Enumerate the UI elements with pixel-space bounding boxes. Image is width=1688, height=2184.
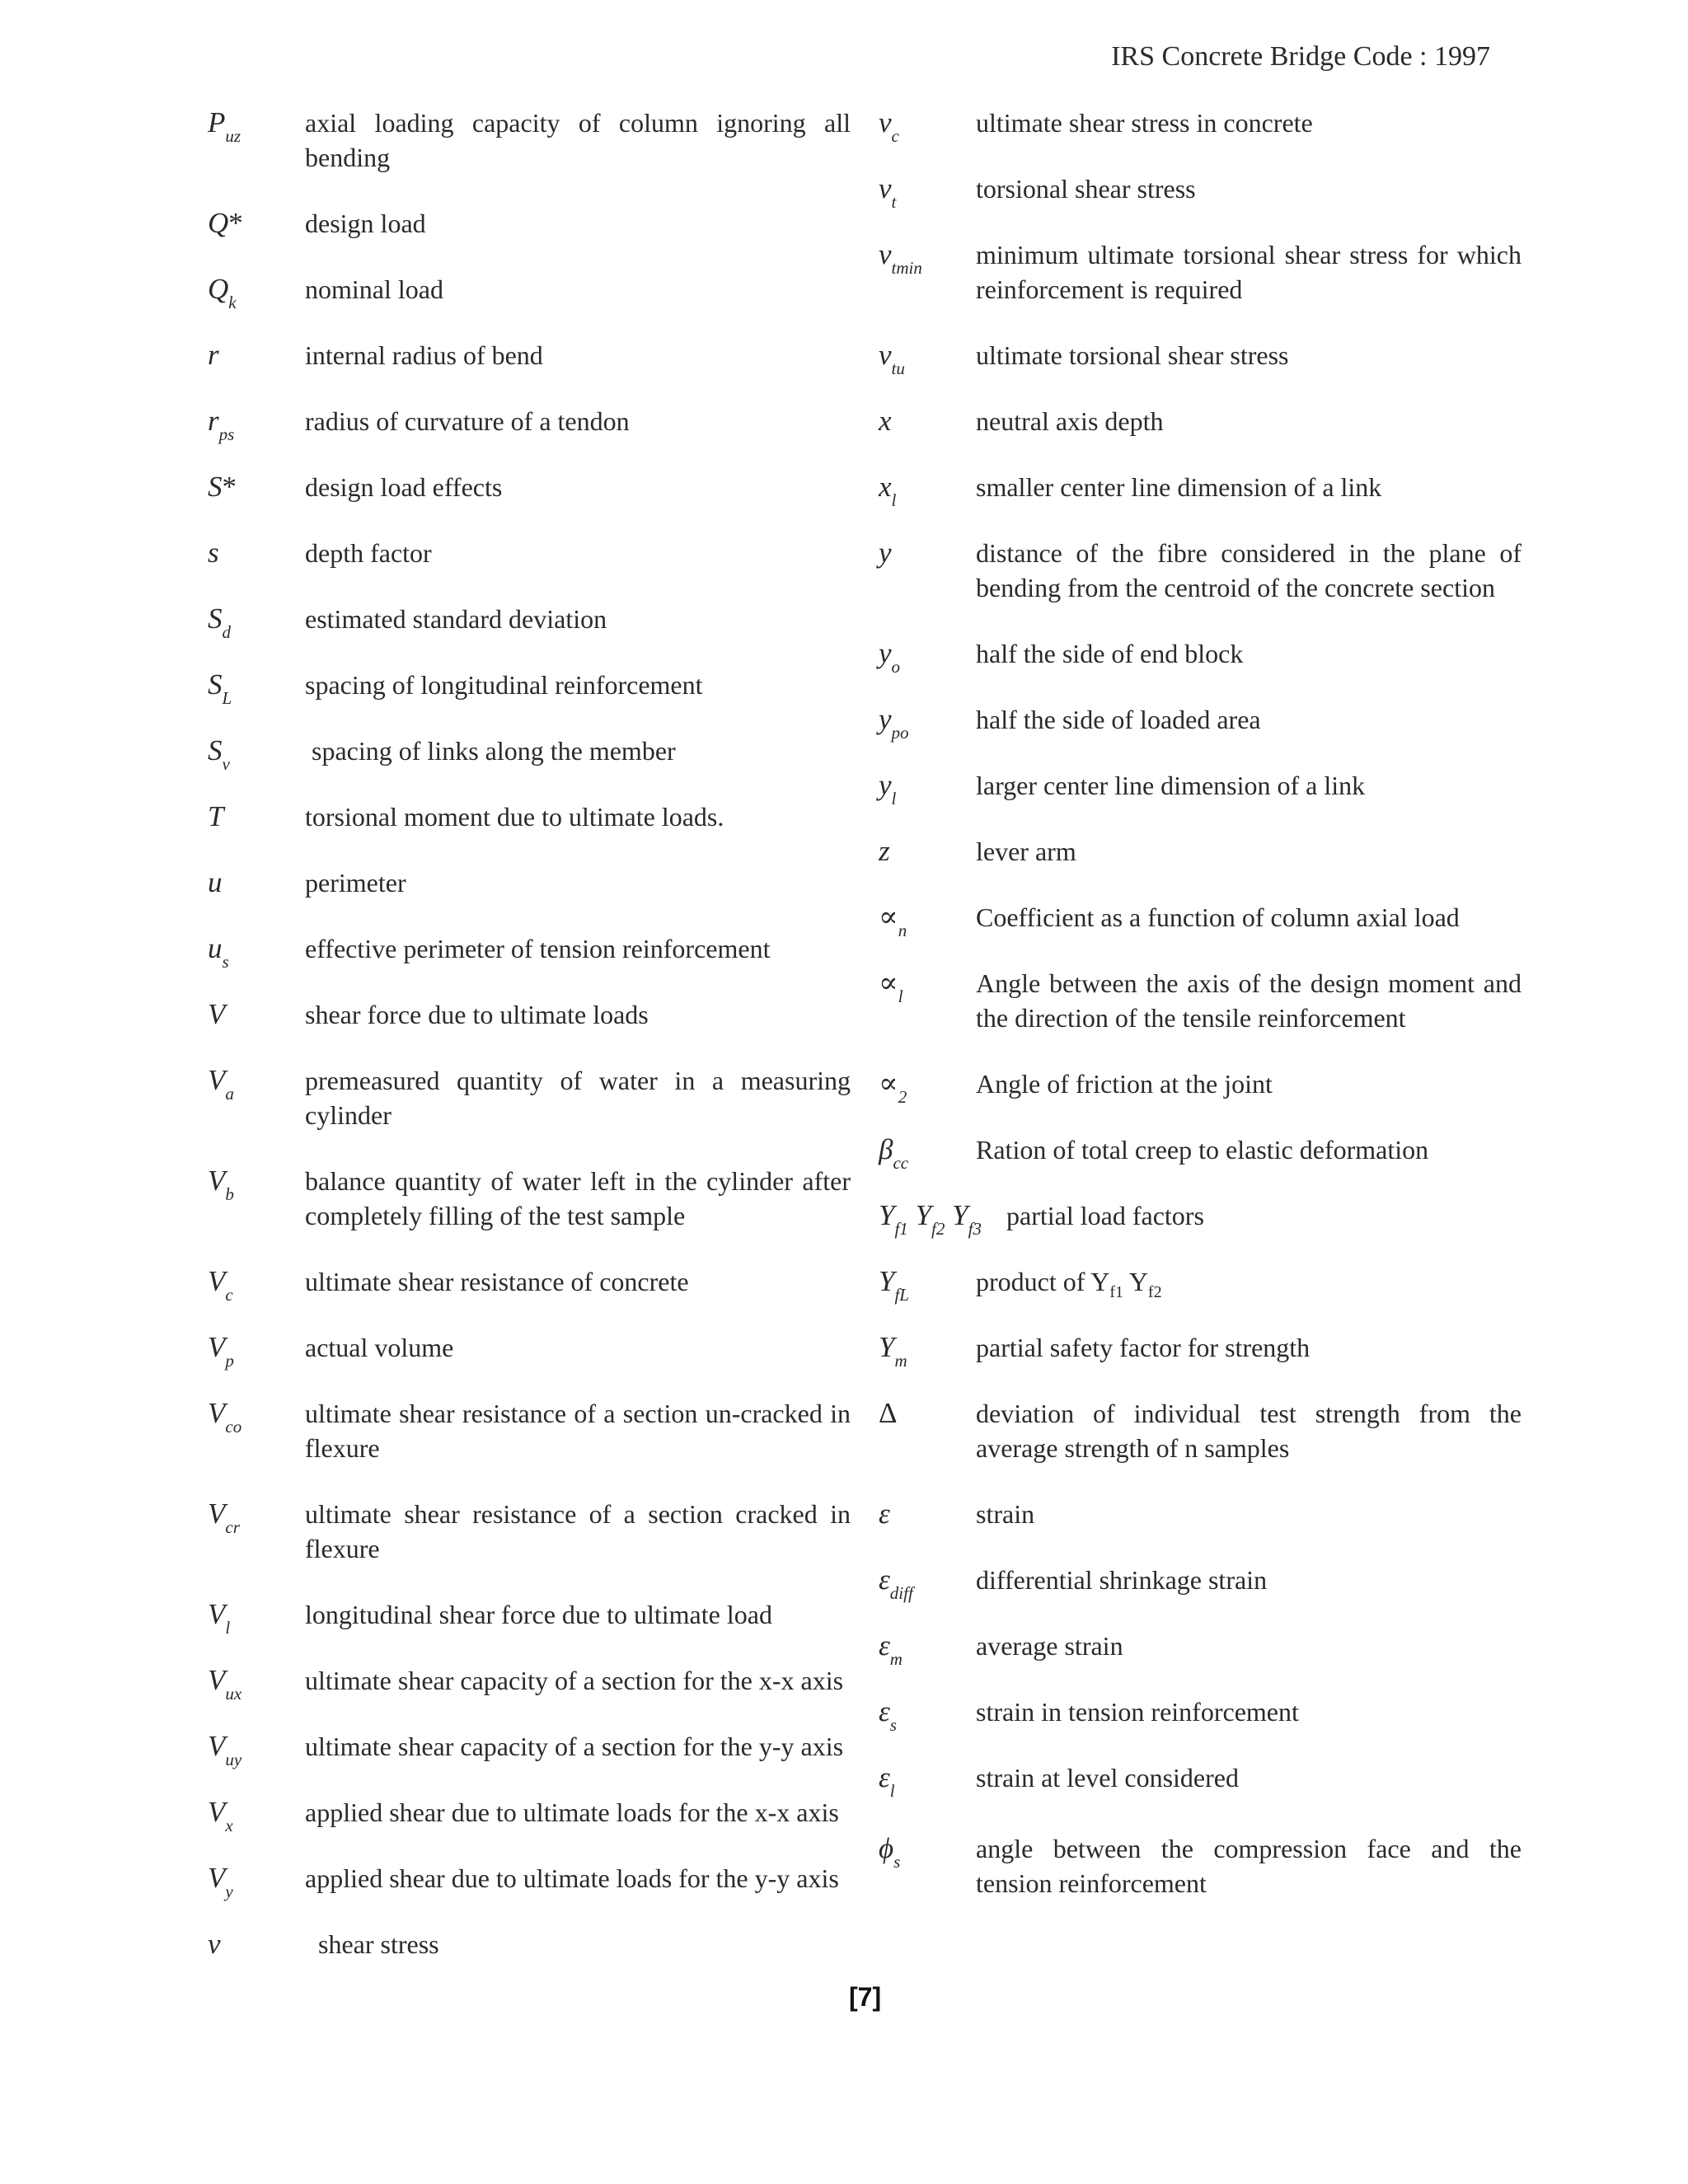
- symbol: $\propto_n$: [879, 901, 907, 940]
- symbol: $V_p$: [208, 1331, 234, 1371]
- symbol: T: [208, 800, 224, 832]
- list-item: [208, 1927, 851, 1961]
- list-item: [879, 1198, 1522, 1246]
- symbol: $\propto_2$: [879, 1067, 907, 1107]
- list-item: [208, 865, 851, 900]
- definition: ultimate shear stress in concrete: [976, 108, 1313, 138]
- definition: smaller center line dimension of a link: [976, 472, 1382, 502]
- list-item: [208, 1164, 851, 1233]
- symbol: $v_t$: [879, 172, 897, 212]
- definition: torsional moment due to ultimate loads.: [305, 802, 724, 832]
- definition: applied shear due to ultimate loads for the x-x axis: [305, 1797, 839, 1827]
- definition: effective perimeter of tension reinforcement: [305, 934, 771, 963]
- page-number: [7]: [849, 1982, 882, 2012]
- symbol: $v_{tu}$: [879, 339, 905, 378]
- list-item: [879, 105, 1522, 153]
- list-item: [208, 536, 851, 570]
- symbol: V: [208, 998, 226, 1030]
- definition: half the side of loaded area: [976, 705, 1261, 734]
- symbol: $v_c$: [879, 106, 899, 146]
- definition: ultimate shear capacity of a section for the y-y axis: [305, 1732, 844, 1761]
- list-item: [208, 1264, 851, 1312]
- symbol: z: [879, 835, 890, 867]
- definition: actual volume: [305, 1333, 454, 1362]
- list-item: [879, 768, 1522, 816]
- definition: torsional shear stress: [976, 174, 1196, 204]
- definition: product of $Y_{f1}$ $Y_{f2}$: [976, 1267, 1162, 1301]
- symbol: $\beta_{cc}$: [879, 1133, 909, 1173]
- definition: Angle between the axis of the design moment and the direction of the tensile reinforcement: [976, 968, 1522, 1033]
- list-item: [879, 1563, 1522, 1610]
- symbol: $P_{uz}$: [208, 106, 241, 146]
- definition: spacing of links along the member: [305, 736, 676, 766]
- list-item: [879, 1396, 1522, 1465]
- symbol: $Y_{fL}$: [879, 1265, 909, 1305]
- list-item: [208, 997, 851, 1032]
- definition: Coefficient as a function of column axial load: [976, 902, 1460, 932]
- definition: strain at level considered: [976, 1763, 1239, 1793]
- list-item: [879, 1694, 1522, 1742]
- definition: internal radius of bend: [305, 340, 543, 370]
- list-item: [208, 272, 851, 320]
- list-item: [879, 338, 1522, 386]
- definition: design load effects: [305, 472, 503, 502]
- symbol: $u_s$: [208, 932, 229, 972]
- list-item: [208, 799, 851, 834]
- definition: shear force due to ultimate loads: [305, 1000, 649, 1029]
- list-item: [208, 404, 851, 452]
- list-item: [879, 636, 1522, 684]
- list-item: [879, 470, 1522, 518]
- definition: Angle of friction at the joint: [976, 1069, 1273, 1099]
- list-item: [879, 171, 1522, 219]
- list-item: [208, 206, 851, 241]
- definition: nominal load: [305, 274, 443, 304]
- list-item: [208, 105, 851, 175]
- definition: deviation of individual test strength from the average strength of n samples: [976, 1399, 1522, 1463]
- symbol: $\propto_l$: [879, 967, 903, 1006]
- definition: neutral axis depth: [976, 406, 1164, 436]
- symbol: $Q_k$: [208, 273, 237, 312]
- definition: balance quantity of water left in the cylinder after completely filling of the test sample: [305, 1166, 851, 1230]
- list-item: [208, 1795, 851, 1843]
- definition: radius of curvature of a tendon: [305, 406, 630, 436]
- symbol: $y_o$: [879, 637, 901, 677]
- symbol: $S_v$: [208, 734, 230, 774]
- symbol: $V_{co}$: [208, 1397, 242, 1436]
- definition: angle between the compression face and the tension reinforcement: [976, 1834, 1522, 1898]
- symbol: $\varepsilon_s$: [879, 1695, 897, 1735]
- list-item: [879, 702, 1522, 750]
- list-item: [879, 536, 1522, 605]
- list-item: [208, 338, 851, 373]
- definition: strain: [976, 1499, 1035, 1529]
- symbol: $V_l$: [208, 1598, 231, 1638]
- list-item: [208, 668, 851, 715]
- definition: average strain: [976, 1631, 1123, 1661]
- symbol: $S_d$: [208, 602, 231, 642]
- symbol: $\varepsilon_{diff}$: [879, 1563, 913, 1603]
- list-item: [879, 1629, 1522, 1676]
- definition: Ration of total creep to elastic deformation: [976, 1135, 1429, 1165]
- symbol: s: [208, 537, 219, 569]
- definition: minimum ultimate torsional shear stress for which reinforcement is required: [976, 240, 1522, 304]
- definition: strain in tension reinforcement: [976, 1697, 1299, 1727]
- list-item: [879, 966, 1522, 1035]
- page-header: IRS Concrete Bridge Code : 1997: [1111, 41, 1490, 72]
- symbol: $\varepsilon_m$: [879, 1629, 903, 1669]
- definition: estimated standard deviation: [305, 604, 607, 634]
- symbol: $V_a$: [208, 1064, 234, 1104]
- definition: ultimate shear resistance of a section cracked in flexure: [305, 1499, 851, 1563]
- definition: larger center line dimension of a link: [976, 771, 1366, 800]
- symbol: $V_b$: [208, 1165, 234, 1204]
- symbol: $S_L$: [208, 668, 232, 708]
- definition: half the side of end block: [976, 639, 1244, 668]
- definition: ultimate shear resistance of concrete: [305, 1267, 689, 1296]
- list-item: [208, 1729, 851, 1777]
- definition: perimeter: [305, 868, 406, 898]
- list-item: [208, 1663, 851, 1711]
- symbol: S*: [208, 471, 237, 503]
- symbol: $v_{tmin}$: [879, 238, 922, 278]
- definition: longitudinal shear force due to ultimate load: [305, 1600, 772, 1629]
- symbol: v: [208, 1928, 221, 1960]
- symbol: $y_l$: [879, 769, 897, 808]
- definition: distance of the fibre considered in the plane of bending from the centroid of the concrete section: [976, 538, 1522, 602]
- symbol: $r_{ps}$: [208, 405, 235, 444]
- list-item: [208, 931, 851, 979]
- list-item: [879, 1760, 1522, 1808]
- list-item: [879, 1066, 1522, 1114]
- symbol: $y_{po}$: [879, 703, 909, 743]
- list-item: [879, 1264, 1522, 1312]
- list-item: [879, 404, 1522, 438]
- list-item: [208, 470, 851, 504]
- definition: partial safety factor for strength: [976, 1333, 1311, 1362]
- definition: spacing of longitudinal reinforcement: [305, 670, 703, 700]
- definition: depth factor: [305, 538, 432, 568]
- symbol: $V_c$: [208, 1265, 233, 1305]
- list-item: [879, 237, 1522, 307]
- list-item: [208, 733, 851, 781]
- symbol: $Y_m$: [879, 1331, 907, 1371]
- definition: partial load factors: [1006, 1201, 1204, 1230]
- definition: lever arm: [976, 837, 1076, 866]
- list-item: [208, 1063, 851, 1132]
- symbol: $x_l$: [879, 471, 897, 510]
- definition: design load: [305, 209, 426, 238]
- definition: premeasured quantity of water in a measuring cylinder: [305, 1066, 851, 1130]
- list-item: [879, 1497, 1522, 1531]
- list-item: [879, 1330, 1522, 1378]
- definition: axial loading capacity of column ignoring all bending: [305, 108, 851, 172]
- symbol: r: [208, 339, 219, 371]
- symbol: $V_{uy}$: [208, 1730, 242, 1769]
- list-item: [879, 834, 1522, 869]
- symbol: $V_{cr}$: [208, 1497, 240, 1537]
- symbol: $V_x$: [208, 1796, 233, 1835]
- symbol: $V_{ux}$: [208, 1664, 242, 1704]
- symbol: $\phi_s$: [879, 1832, 901, 1872]
- symbol: u: [208, 866, 223, 898]
- list-item: [208, 1330, 851, 1378]
- definition: ultimate shear resistance of a section un-cracked in flexure: [305, 1399, 851, 1463]
- symbol: $\varepsilon_l$: [879, 1761, 895, 1801]
- list-item: [879, 900, 1522, 948]
- symbol: y: [879, 537, 892, 569]
- symbol: $V_y$: [208, 1862, 233, 1901]
- definition: ultimate shear capacity of a section for the x-x axis: [305, 1666, 844, 1695]
- list-item: [879, 1132, 1522, 1180]
- symbol: Q*: [208, 207, 243, 239]
- list-item: [208, 1597, 851, 1645]
- definition: ultimate torsional shear stress: [976, 340, 1289, 370]
- list-item: [879, 1831, 1522, 1900]
- definition: shear stress: [305, 1929, 439, 1959]
- list-item: [208, 1497, 851, 1566]
- symbol: Δ: [879, 1397, 898, 1429]
- symbol: x: [879, 405, 892, 437]
- list-item: [208, 602, 851, 649]
- symbol: $Y_{f1}$ $Y_{f2}$ $Y_{f3}$: [879, 1199, 982, 1239]
- symbol: ε: [879, 1497, 890, 1530]
- definition: applied shear due to ultimate loads for the y-y axis: [305, 1863, 839, 1893]
- list-item: [208, 1396, 851, 1465]
- definition: differential shrinkage strain: [976, 1565, 1268, 1595]
- list-item: [208, 1861, 851, 1909]
